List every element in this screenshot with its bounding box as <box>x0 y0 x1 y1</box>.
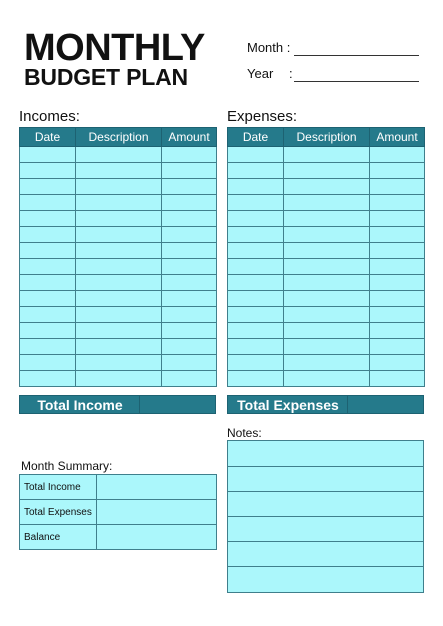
expense-row <box>228 259 425 275</box>
income-cell-amount[interactable] <box>162 195 217 211</box>
income-cell-amount[interactable] <box>162 227 217 243</box>
expense-row <box>228 339 425 355</box>
expense-row <box>228 355 425 371</box>
income-cell-amount[interactable] <box>162 323 217 339</box>
income-row <box>20 355 217 371</box>
income-row <box>20 291 217 307</box>
total-income-bar <box>19 395 216 414</box>
expense-cell-amount[interactable] <box>370 307 425 323</box>
income-row <box>20 147 217 163</box>
year-label: Year <box>247 66 274 81</box>
expense-row <box>228 163 425 179</box>
expense-row <box>228 227 425 243</box>
income-cell-amount[interactable] <box>162 275 217 291</box>
expense-cell-date[interactable] <box>228 307 284 323</box>
income-cell-description[interactable] <box>76 227 162 243</box>
expense-cell-amount[interactable] <box>370 227 425 243</box>
income-cell-date[interactable] <box>20 195 76 211</box>
income-cell-date[interactable] <box>20 147 76 163</box>
income-cell-description[interactable] <box>76 307 162 323</box>
expense-cell-description[interactable] <box>284 227 370 243</box>
expense-cell-description[interactable] <box>284 371 370 387</box>
expense-cell-amount[interactable] <box>370 323 425 339</box>
expense-cell-description[interactable] <box>284 163 370 179</box>
income-row <box>20 211 217 227</box>
income-row <box>20 195 217 211</box>
income-cell-date[interactable] <box>20 355 76 371</box>
expense-col-date: Date <box>228 128 284 147</box>
title-budget-plan: BUDGET PLAN <box>24 64 188 90</box>
income-row <box>20 323 217 339</box>
expense-cell-description[interactable] <box>284 195 370 211</box>
incomes-label: Incomes: <box>19 108 80 125</box>
expense-cell-description[interactable] <box>284 307 370 323</box>
income-cell-date[interactable] <box>20 163 76 179</box>
income-cell-description[interactable] <box>76 355 162 371</box>
income-cell-amount[interactable] <box>162 355 217 371</box>
expense-cell-description[interactable] <box>284 291 370 307</box>
income-cell-date[interactable] <box>20 339 76 355</box>
expense-cell-date[interactable] <box>228 259 284 275</box>
expense-cell-description[interactable] <box>284 147 370 163</box>
expense-cell-amount[interactable] <box>370 147 425 163</box>
income-cell-description[interactable] <box>76 211 162 227</box>
expense-cell-date[interactable] <box>228 355 284 371</box>
income-cell-description[interactable] <box>76 275 162 291</box>
expense-row <box>228 195 425 211</box>
income-row <box>20 179 217 195</box>
income-cell-description[interactable] <box>76 371 162 387</box>
expense-row <box>228 243 425 259</box>
expense-cell-date[interactable] <box>228 227 284 243</box>
expense-cell-date[interactable] <box>228 211 284 227</box>
expense-row <box>228 275 425 291</box>
expense-cell-description[interactable] <box>284 211 370 227</box>
title-monthly: MONTHLY <box>24 27 205 69</box>
income-cell-amount[interactable] <box>162 339 217 355</box>
income-row <box>20 259 217 275</box>
total-expenses-label: Total Expenses <box>237 397 339 413</box>
expense-cell-description[interactable] <box>284 259 370 275</box>
summary-total-income-label: Total Income <box>20 475 97 500</box>
expense-cell-date[interactable] <box>228 195 284 211</box>
expense-cell-description[interactable] <box>284 355 370 371</box>
income-cell-description[interactable] <box>76 339 162 355</box>
expense-row <box>228 291 425 307</box>
notes-label: Notes: <box>227 426 262 440</box>
expense-cell-amount[interactable] <box>370 243 425 259</box>
expense-cell-date[interactable] <box>228 275 284 291</box>
expense-cell-date[interactable] <box>228 243 284 259</box>
expense-row <box>228 323 425 339</box>
month-summary-label: Month Summary: <box>21 459 113 473</box>
expense-cell-amount[interactable] <box>370 291 425 307</box>
income-cell-date[interactable] <box>20 307 76 323</box>
income-cell-amount[interactable] <box>162 163 217 179</box>
expense-cell-amount[interactable] <box>370 211 425 227</box>
expense-cell-amount[interactable] <box>370 195 425 211</box>
expense-cell-amount[interactable] <box>370 371 425 387</box>
income-cell-date[interactable] <box>20 275 76 291</box>
income-cell-amount[interactable] <box>162 211 217 227</box>
total-income-label: Total Income <box>37 397 123 413</box>
income-row <box>20 339 217 355</box>
notes-area[interactable] <box>227 440 424 593</box>
expense-col-description: Description <box>284 128 370 147</box>
expense-table <box>227 127 425 387</box>
income-cell-date[interactable] <box>20 179 76 195</box>
income-cell-amount[interactable] <box>162 243 217 259</box>
income-cell-amount[interactable] <box>162 179 217 195</box>
income-cell-description[interactable] <box>76 291 162 307</box>
income-row <box>20 371 217 387</box>
income-cell-date[interactable] <box>20 323 76 339</box>
summary-total-income-value[interactable] <box>97 475 217 500</box>
expense-cell-date[interactable] <box>228 323 284 339</box>
income-cell-description[interactable] <box>76 147 162 163</box>
year-input-line[interactable] <box>294 81 419 82</box>
income-row <box>20 227 217 243</box>
expense-row <box>228 147 425 163</box>
expense-cell-amount[interactable] <box>370 179 425 195</box>
income-row <box>20 243 217 259</box>
income-row <box>20 163 217 179</box>
income-cell-amount[interactable] <box>162 291 217 307</box>
income-cell-date[interactable] <box>20 243 76 259</box>
income-row <box>20 275 217 291</box>
expense-row <box>228 211 425 227</box>
expense-cell-description[interactable] <box>284 323 370 339</box>
expense-col-amount: Amount <box>370 128 425 147</box>
summary-total-expenses-value[interactable] <box>97 500 217 525</box>
month-label: Month : <box>247 40 291 55</box>
income-cell-date[interactable] <box>20 227 76 243</box>
income-col-date: Date <box>20 128 76 147</box>
expense-cell-date[interactable] <box>228 147 284 163</box>
income-cell-description[interactable] <box>76 179 162 195</box>
month-summary-table <box>19 474 217 550</box>
income-col-amount: Amount <box>162 128 217 147</box>
expense-row <box>228 371 425 387</box>
expense-cell-date[interactable] <box>228 371 284 387</box>
income-table <box>19 127 217 387</box>
income-cell-amount[interactable] <box>162 371 217 387</box>
expenses-label: Expenses: <box>227 108 298 125</box>
income-col-description: Description <box>76 128 162 147</box>
expense-cell-date[interactable] <box>228 339 284 355</box>
summary-total-expenses-label: Total Expenses <box>20 500 97 525</box>
total-expenses-bar <box>227 395 424 414</box>
expense-row <box>228 179 425 195</box>
expense-cell-description[interactable] <box>284 179 370 195</box>
expense-cell-date[interactable] <box>228 291 284 307</box>
summary-balance-value[interactable] <box>97 525 217 550</box>
expense-cell-date[interactable] <box>228 163 284 179</box>
expense-cell-amount[interactable] <box>370 259 425 275</box>
income-cell-amount[interactable] <box>162 147 217 163</box>
income-cell-description[interactable] <box>76 195 162 211</box>
expense-cell-amount[interactable] <box>370 275 425 291</box>
expense-cell-description[interactable] <box>284 339 370 355</box>
month-input-line[interactable] <box>294 55 419 56</box>
expense-cell-amount[interactable] <box>370 339 425 355</box>
income-cell-date[interactable] <box>20 259 76 275</box>
income-cell-amount[interactable] <box>162 307 217 323</box>
year-colon: : <box>289 66 293 81</box>
income-cell-amount[interactable] <box>162 259 217 275</box>
expense-row <box>228 307 425 323</box>
expense-cell-description[interactable] <box>284 243 370 259</box>
income-cell-date[interactable] <box>20 371 76 387</box>
income-cell-description[interactable] <box>76 323 162 339</box>
income-cell-description[interactable] <box>76 163 162 179</box>
expense-cell-date[interactable] <box>228 179 284 195</box>
expense-cell-description[interactable] <box>284 275 370 291</box>
expense-cell-amount[interactable] <box>370 163 425 179</box>
income-cell-date[interactable] <box>20 211 76 227</box>
expense-cell-amount[interactable] <box>370 355 425 371</box>
income-row <box>20 307 217 323</box>
summary-balance-label: Balance <box>20 525 97 550</box>
income-cell-description[interactable] <box>76 243 162 259</box>
income-cell-date[interactable] <box>20 291 76 307</box>
income-cell-description[interactable] <box>76 259 162 275</box>
